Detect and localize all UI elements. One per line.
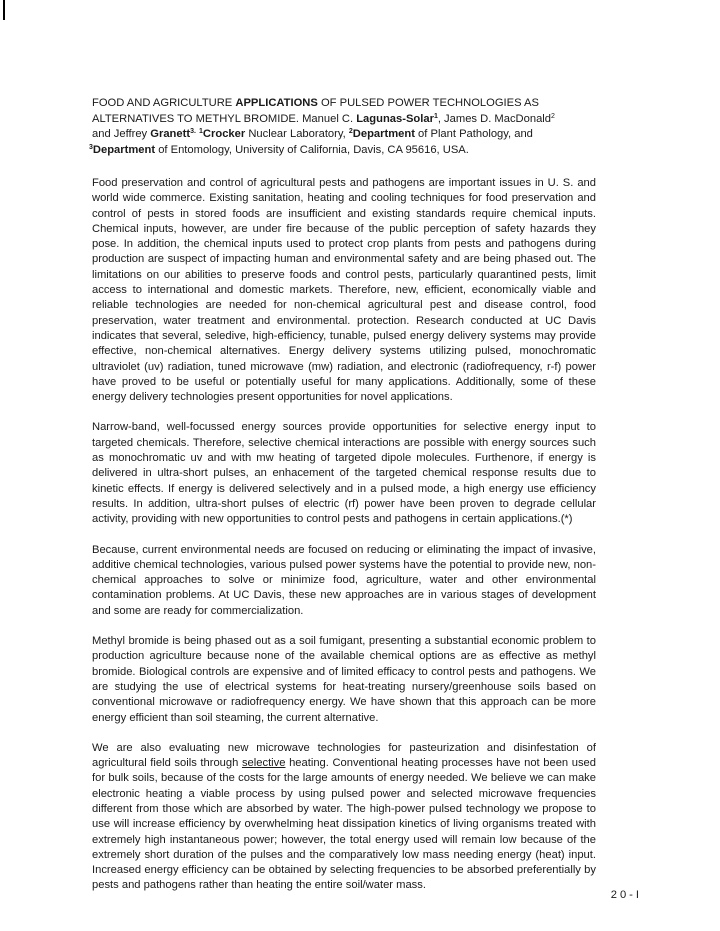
affiliation-text: Nuclear Laboratory, — [248, 128, 346, 141]
affiliation-superscript: 3 — [89, 143, 93, 151]
paragraph-text: We are also evaluating new microwave technologies for pasteurization and disinfestation of agricultural field soils through — [92, 741, 596, 770]
affiliation-name: Department — [92, 143, 156, 156]
affiliation-superscript: 2 — [348, 128, 353, 136]
author-text: and Jeffrey — [92, 128, 148, 141]
body-paragraph: Methyl bromide is being phased out as a soil fumigant, presenting a substantial economic problem to production agriculture because none of the available chemical options are as effective as methyl bromide. Biological controls are expensive and of limited efficacy to control pests and pathogens. We are studying the use of electrical systems for heat-treating nursery/greenhouse soils based on conventional microwave or radiofrequency energy. We have shown that this approach can be more energy efficient than soil steaming, the current alternative. — [92, 635, 596, 724]
authors-line — [92, 127, 612, 143]
page-number: 20-I — [610, 889, 642, 901]
body-paragraph: Narrow-band, well-focussed energy sources provide opportunities for selective energy input to targeted chemicals. Therefore, selective chemical interactions are possible with energy sources such as monochromatic uv and with mw heating of targeted dipole molecules. Furthenore, if energy is delivered in ultra-short pulses, an enhacement of the targeted chemical response results due to kinetic effects. If energy is delivered selectively and in a pulsed mode, a high energy use efficiency results. In addition, ultra-short pulses of electric (rf) power have been proven to degrade cellular activity, providing with new opportunities to control pests and pathogens in certain applications.(*) — [92, 421, 596, 526]
author-superscript: 2 — [551, 112, 555, 120]
paragraph-text: heating. Conventional heating processes have not been used for bulk soils, because of the costs for the large amounts of energy needed. We believe we can make electronic heating a viable process by using pulsed power and selected microwave frequencies different from those which are absorbed by water. The high-power pulsed technology we propose to use will increase efficiency by overwhelming heat dissipation kinetics of living organisms treated with extremely high instantaneous power; however, the total energy used will remain low because of the extremely short duration of the pulses and the comparatively low mass needing energy (heat) input. Increased energy efficiency can be obtained by selecting frequencies to be absorbed preferentially by pests and pathogens rather than heating the entire soil/water mass. — [92, 757, 596, 892]
title-text: APPLICATIONS — [235, 97, 318, 109]
title-line-2 — [92, 112, 612, 128]
underlined-word: selective — [241, 757, 286, 770]
affiliation-superscript: 1 — [199, 128, 203, 136]
author-superscript: 3. — [190, 128, 196, 136]
author-name: Granett — [150, 128, 191, 141]
title-line-1 — [92, 96, 612, 112]
affiliation-line — [89, 143, 612, 159]
affiliation-name: Crocker — [202, 128, 246, 141]
affiliation-name: Department — [352, 128, 415, 141]
scan-edge-mark — [3, 0, 5, 20]
title-text: ALTERNATIVES TO METHYL BROMIDE. Manuel C. — [92, 112, 354, 125]
title-text: FOOD AND AGRICULTURE — [92, 97, 233, 109]
document-body — [92, 176, 596, 894]
author-superscript: 1 — [433, 112, 438, 120]
document-header — [89, 96, 612, 158]
affiliation-text: of Entomology, University of California, Davis, CA 95616, USA. — [158, 143, 469, 156]
affiliation-text: of Plant Pathology, and — [418, 128, 533, 141]
author-name: , James D. MacDonald — [437, 112, 552, 125]
body-paragraph — [92, 741, 596, 894]
title-text: OF PULSED POWER TECHNOLOGIES AS — [320, 97, 539, 109]
author-name: Lagunas-Solar — [356, 112, 434, 125]
body-paragraph: Because, current environmental needs are focused on reducing or eliminating the impact of invasive, additive chemical technologies, various pulsed power systems have the potential to provide new, non-chemical approaches to solve or minimize food, agriculture, water and other environmental contamination problems. At UC Davis, these new approaches are in various stages of development and some are ready for commercialization. — [92, 543, 596, 617]
body-paragraph: Food preservation and control of agricultural pests and pathogens are important issues in U. S. and world wide commerce. Existing sanitation, heating and cooling techniques for food preservation and control of pests in stored foods are insufficient and existing standards require chemical inputs. Chemical inputs, however, are under fire because of the public perception of safety hazards they pose. In addition, the chemical inputs used to protect crop plants from pests and pathogens during production are suspect of impacting human and environmental safety and are being phased out. The limitations on our abilities to preserve foods and control pests, particularly quarantined pests, limit access to international and domestic markets. Therefore, new, efficient, economically viable and reliable technologies are needed for non-chemical agricultural pest and disease control, food preservation, water treatment and environmental. protection. Research conducted at UC Davis indicates that several, seledive, high-efficiency, tunable, pulsed energy delivery systems may provide effective, non-chemical alternatives. Energy delivery systems utilizing pulsed, monochromatic ultraviolet (uv) radiation, tuned microwave (mw) radiation, and electronic (radiofrequency, r-f) power have proved to be useful or potentially useful for many applications. Additionally, some of these energy delivery technologies present opportunities for novel applications. — [92, 177, 596, 404]
